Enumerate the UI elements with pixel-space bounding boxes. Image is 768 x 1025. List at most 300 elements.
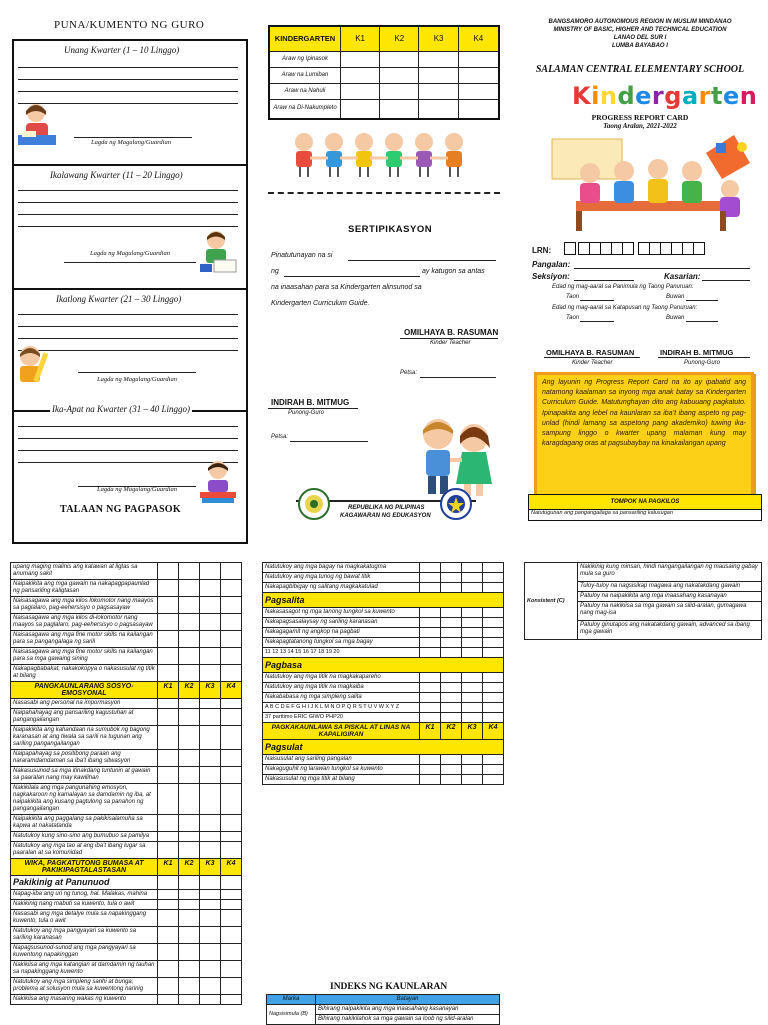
consistent-desc: Patuloy ginutapos ang nakatakdang gawain, advanced sa ibang mga gawain: [578, 621, 762, 640]
rating-cell[interactable]: [221, 709, 242, 726]
attendance-header: K2: [380, 26, 419, 51]
rating-cell[interactable]: [462, 638, 483, 648]
rating-cell[interactable]: [158, 614, 179, 631]
rating-cell[interactable]: [200, 815, 221, 832]
rating-cell[interactable]: [158, 597, 179, 614]
rating-cell[interactable]: [441, 563, 462, 573]
socio-emotional-label: Natutukoy kung sino-sino ang bumubuo sa pamilya: [11, 832, 158, 842]
rating-cell[interactable]: [483, 775, 504, 785]
rating-cell[interactable]: [221, 900, 242, 910]
rating-cell[interactable]: [441, 573, 462, 583]
rating-cell[interactable]: [179, 580, 200, 597]
rating-cell[interactable]: [179, 648, 200, 665]
attendance-cell[interactable]: [341, 67, 380, 83]
rating-cell[interactable]: [441, 638, 462, 648]
rating-cell[interactable]: [462, 563, 483, 573]
attendance-cell[interactable]: [458, 83, 499, 99]
rating-cell[interactable]: [462, 755, 483, 765]
index-header-mark: Marka: [267, 995, 316, 1005]
rating-cell[interactable]: [200, 784, 221, 815]
language-label: Natutukoy ang mga tunog ng bawat titik: [263, 573, 420, 583]
age-start-year-line[interactable]: [580, 300, 614, 301]
school-line[interactable]: [284, 276, 420, 277]
rating-cell[interactable]: [200, 978, 221, 995]
cert-date-line[interactable]: [420, 377, 496, 378]
rating-cell[interactable]: [221, 784, 242, 815]
rating-cell[interactable]: [221, 597, 242, 614]
k-header: K4: [221, 859, 242, 876]
rating-cell[interactable]: [158, 832, 179, 842]
q3-comment-line[interactable]: [18, 314, 238, 315]
listening-label: Nakikiisa ang masaring wakas ng kuwento: [11, 995, 158, 1005]
listening-row: [11, 978, 242, 995]
listening-row: [11, 910, 242, 927]
rating-cell[interactable]: [158, 995, 179, 1005]
cert-teacher-role: Kinder Teacher: [430, 340, 471, 346]
rating-cell[interactable]: [483, 583, 504, 593]
kindergarten-word: Kindergarten: [572, 82, 758, 110]
comments-title: PUNA/KUMENTO NG GURO: [54, 19, 205, 31]
rating-cell[interactable]: [420, 693, 441, 703]
rating-cell[interactable]: [441, 628, 462, 638]
socio-emotional-row: [11, 784, 242, 815]
rating-cell[interactable]: [420, 608, 441, 618]
age-start-month-label: Buwan: [666, 294, 685, 300]
rating-cell[interactable]: [158, 709, 179, 726]
report-card-title: PROGRESS REPORT CARD: [591, 113, 689, 122]
socio-emotional-label: Naipakikita ang paggalang sa pakikisalamuha sa kapwa at nakatatanda: [11, 815, 158, 832]
attendance-cell[interactable]: [380, 67, 419, 83]
lrn-digit-box[interactable]: [601, 242, 612, 255]
lrn-digit-box[interactable]: [564, 242, 576, 255]
q2-comment-line[interactable]: [18, 214, 238, 215]
lrn-digit-box[interactable]: [661, 242, 672, 255]
q1-signature-label: Lagda ng Magulang/Guardian: [91, 139, 171, 146]
rating-cell[interactable]: [158, 784, 179, 815]
q1-comment-line[interactable]: [18, 67, 238, 68]
rating-cell[interactable]: [420, 765, 441, 775]
q4-title: Ika-Apat na Kwarter (31 – 40 Linggo): [52, 404, 190, 414]
dashed-divider: [268, 192, 500, 194]
attendance-cell[interactable]: [380, 51, 419, 67]
rating-cell[interactable]: [158, 927, 179, 944]
rating-cell[interactable]: [221, 726, 242, 750]
rating-cell[interactable]: [158, 750, 179, 767]
attendance-cell[interactable]: [341, 83, 380, 99]
attendance-cell[interactable]: [419, 83, 458, 99]
lrn-digit-box[interactable]: [623, 242, 634, 255]
rating-cell[interactable]: [200, 665, 221, 682]
attendance-cell[interactable]: [458, 99, 499, 119]
name-field-line[interactable]: [574, 268, 750, 269]
rating-cell[interactable]: [221, 699, 242, 709]
rating-cell[interactable]: [462, 608, 483, 618]
q2-signature-label: Lagda ng Magulang/Guardian: [90, 250, 170, 257]
rating-cell[interactable]: [200, 944, 221, 961]
socio-emotional-row: [11, 750, 242, 767]
rating-cell[interactable]: [483, 755, 504, 765]
rating-cell[interactable]: [483, 673, 504, 683]
rating-cell[interactable]: [158, 978, 179, 995]
rating-cell[interactable]: [179, 927, 200, 944]
q3-title: Ikatlong Kwarter (21 – 30 Linggo): [56, 294, 182, 304]
index-header-basis: Batayan: [316, 995, 500, 1005]
socio-emotional-label: Nakasusunod sa mga itinakdang tuntunin at gawain sa paaralan nang may kawilihan: [11, 767, 158, 784]
q3-comment-line[interactable]: [18, 338, 238, 339]
attendance-row-label: Araw na Nahuli: [269, 83, 341, 99]
rating-cell[interactable]: [483, 683, 504, 693]
rating-cell[interactable]: [158, 961, 179, 978]
rating-cell[interactable]: [462, 775, 483, 785]
sec3-title: PAGKAKAUNLAWA SA PISKAL AT LINAS NA KAPALIGIRAN: [263, 723, 420, 740]
k-header: K2: [179, 682, 200, 699]
rating-cell[interactable]: [462, 765, 483, 775]
speaking-row: [263, 628, 504, 638]
rating-cell[interactable]: [420, 618, 441, 628]
attendance-cell[interactable]: [458, 67, 499, 83]
rating-cell[interactable]: [221, 631, 242, 648]
pagsulat-header: Pagsulat: [263, 740, 504, 755]
rating-cell[interactable]: [179, 699, 200, 709]
speaking-label: Nakapagtatanong tungkol sa mga bagay: [263, 638, 420, 648]
rating-cell[interactable]: [179, 597, 200, 614]
rating-cell[interactable]: [179, 614, 200, 631]
rating-cell[interactable]: [462, 673, 483, 683]
phrase-row: 37 parttimo ERIC GIWO PHP20: [263, 713, 420, 723]
cert-head-name: INDIRAH B. MITMUG: [271, 398, 350, 407]
cover-head-name: INDIRAH B. MITMUG: [660, 348, 734, 357]
cover-header-1: BANGSAMORO AUTONOMOUS REGION IN MUSLIM MINDANAO: [548, 19, 732, 25]
counting-row: 11 12 13 14 15 16 17 18 19 20: [263, 648, 420, 658]
q4-comment-line[interactable]: [18, 450, 238, 451]
language-row: [263, 573, 504, 583]
lrn-digit-box[interactable]: [694, 242, 705, 255]
rating-cell[interactable]: [441, 618, 462, 628]
rating-cell[interactable]: [158, 665, 179, 682]
language-label: Natutukoy ang mga bagay na magkakatugma: [263, 563, 420, 573]
lrn-digit-box[interactable]: [638, 242, 650, 255]
rating-cell[interactable]: [441, 583, 462, 593]
rating-cell[interactable]: [179, 784, 200, 815]
k-header: K2: [441, 723, 462, 740]
language-row: [263, 583, 504, 593]
rating-cell[interactable]: [158, 815, 179, 832]
attendance-cell[interactable]: [419, 67, 458, 83]
k-header: K3: [462, 723, 483, 740]
attendance-cell[interactable]: [341, 99, 380, 119]
rating-cell[interactable]: [158, 648, 179, 665]
age-start-label: Edad ng mag-aaral sa Panimula ng Taong Panuruan:: [552, 284, 694, 290]
attendance-cell[interactable]: [380, 83, 419, 99]
age-start-month-line[interactable]: [686, 300, 718, 301]
rating-cell[interactable]: [462, 618, 483, 628]
rating-cell[interactable]: [179, 978, 200, 995]
certificate-line2-a: ng: [271, 268, 279, 275]
writing-row: [263, 755, 504, 765]
attendance-cell[interactable]: [458, 51, 499, 67]
lrn-digit-box[interactable]: [683, 242, 694, 255]
rating-cell[interactable]: [221, 648, 242, 665]
rating-cell[interactable]: [483, 628, 504, 638]
rating-cell[interactable]: [420, 673, 441, 683]
rating-cell[interactable]: [221, 961, 242, 978]
attendance-cell[interactable]: [341, 51, 380, 67]
k-header: K2: [179, 859, 200, 876]
reading-row: [263, 673, 504, 683]
lrn-digit-box[interactable]: [650, 242, 661, 255]
rating-cell[interactable]: [158, 900, 179, 910]
writing-label: Naisusulat ang sariling pangalan: [263, 755, 420, 765]
rating-cell[interactable]: [221, 944, 242, 961]
rating-cell[interactable]: [200, 750, 221, 767]
rating-cell[interactable]: [200, 910, 221, 927]
rating-cell[interactable]: [462, 573, 483, 583]
rating-cell[interactable]: [441, 775, 462, 785]
motor-skill-label: upang maging malinis ang katawan at ligtas sa anumang sakit: [11, 563, 158, 580]
rating-cell[interactable]: [441, 765, 462, 775]
rating-cell[interactable]: [200, 961, 221, 978]
age-end-label: Edad ng mag-aaral sa Katapusan ng Taong Panuruan:: [552, 305, 698, 311]
attendance-cell[interactable]: [419, 99, 458, 119]
consistent-desc: Tuloy-tuloy na nagsisikap magawa ang nakatakdang gawain: [578, 582, 762, 592]
motor-skill-row: [11, 665, 242, 682]
age-end-month-label: Buwan: [666, 315, 685, 321]
cover-header-3: LANAO DEL SUR I: [613, 35, 667, 41]
q2-title: Ikalawang Kwarter (11 – 20 Linggo): [50, 170, 183, 180]
socio-emotional-label: Naipakikita ang kahandaan na sumubok ng bagong karanasan at ang tiwala sa sarili na tugunan ang sariling pangangailangan: [11, 726, 158, 750]
gender-field-line[interactable]: [702, 280, 750, 281]
rating-cell[interactable]: [179, 750, 200, 767]
rating-cell[interactable]: [420, 775, 441, 785]
rating-cell[interactable]: [221, 665, 242, 682]
age-end-year-line[interactable]: [580, 321, 614, 322]
rating-cell[interactable]: [158, 699, 179, 709]
listening-label: Natutukoy ang mga pangyayari sa kuwento sa sariling karanasan: [11, 927, 158, 944]
cover-teacher-line: [544, 357, 640, 358]
rating-cell[interactable]: [221, 563, 242, 580]
rating-cell[interactable]: [221, 910, 242, 927]
certificate-title: SERTIPIKASYON: [348, 224, 433, 235]
rating-cell[interactable]: [179, 631, 200, 648]
rating-cell[interactable]: [441, 683, 462, 693]
rating-cell[interactable]: [158, 910, 179, 927]
student-books-illustration: [196, 458, 240, 509]
rating-cell[interactable]: [420, 683, 441, 693]
rating-cell[interactable]: [420, 583, 441, 593]
rating-cell[interactable]: [420, 573, 441, 583]
rating-cell[interactable]: [179, 890, 200, 900]
socio-emotional-label: Nakikilala ang mga pangunahing emosyon, nagkakaroon ng kamalayan sa damdamin ng iba, at naipakikita ang kusang pagtulong sa panahon ng pangangailangan: [11, 784, 158, 815]
q1-comment-line[interactable]: [18, 79, 238, 80]
rating-cell[interactable]: [200, 563, 221, 580]
rating-cell[interactable]: [179, 832, 200, 842]
rating-cell[interactable]: [158, 580, 179, 597]
rating-cell[interactable]: [483, 638, 504, 648]
purpose-message-text: Ang layunin ng Progress Report Card na ito ay ipabatid ang natamong kaalaman sa inyong mga anak batay sa Kindergarten Curriculum Guide. Matutunghayan dito ang kabuuang pagkatuto. Ipinapakita ang lebel na kaunlaran sa iba’t ibang aspeto ng pag-unlad (hindi lamang sa aspetong pang akademiko) tuwing ika- sampung linggo o kwarter upang malaman kung may karagdagang oras at pagsubaybay na kinakailangan upang: [542, 379, 746, 448]
q3-comment-line[interactable]: [18, 326, 238, 327]
q2-comment-line[interactable]: [18, 226, 238, 227]
rating-cell[interactable]: [200, 900, 221, 910]
rating-cell[interactable]: [462, 693, 483, 703]
cover-teacher-role: Kinder Teacher: [572, 360, 613, 366]
q1-signature-line[interactable]: [74, 137, 192, 138]
rating-cell[interactable]: [179, 815, 200, 832]
rating-cell[interactable]: [179, 900, 200, 910]
rating-cell[interactable]: [200, 709, 221, 726]
rating-cell[interactable]: [158, 726, 179, 750]
cert-date-line-2[interactable]: [290, 441, 368, 442]
rating-cell[interactable]: [462, 583, 483, 593]
rating-cell[interactable]: [200, 726, 221, 750]
rating-cell[interactable]: [483, 608, 504, 618]
rating-cell[interactable]: [221, 750, 242, 767]
socio-emotional-row: [11, 767, 242, 784]
deped-label: KAGAWARAN NG EDUKASYON: [340, 513, 431, 519]
rating-cell[interactable]: [158, 842, 179, 859]
rating-cell[interactable]: [462, 683, 483, 693]
q3-signature-label: Lagda ng Magulang/Guardian: [97, 376, 177, 383]
socio-emotional-row: [11, 815, 242, 832]
section-label: Seksiyon:: [532, 272, 570, 281]
rating-cell[interactable]: [158, 890, 179, 900]
rating-cell[interactable]: [221, 842, 242, 859]
attendance-row-label: Araw na Lumiban: [269, 67, 341, 83]
rating-cell[interactable]: [200, 767, 221, 784]
rating-cell[interactable]: [158, 767, 179, 784]
rating-cell[interactable]: [200, 995, 221, 1005]
socio-emotional-label: Natutukoy ang mga tao at ang iba’t ibang lugar sa paaralan at sa komunidad: [11, 842, 158, 859]
rating-cell[interactable]: [483, 573, 504, 583]
tompok-row: [528, 508, 762, 521]
motor-skill-label: Naisasagawa ang mga fine motor skills na kailangan para sa mga gawaing sining: [11, 648, 158, 665]
q1-comment-line[interactable]: [18, 91, 238, 92]
rating-cell[interactable]: [158, 944, 179, 961]
rating-cell[interactable]: [179, 709, 200, 726]
rating-cell[interactable]: [221, 978, 242, 995]
listening-row: [11, 890, 242, 900]
rating-cell[interactable]: [441, 673, 462, 683]
consistent-desc: Patuloy na naipakikita ang mga inaasahang kasanayan: [578, 592, 762, 602]
rating-cell[interactable]: [441, 693, 462, 703]
rating-cell[interactable]: [158, 563, 179, 580]
rating-cell[interactable]: [179, 563, 200, 580]
q2-comment-line[interactable]: [18, 190, 238, 191]
certificate-line2-b: ay katugon sa antas: [422, 268, 485, 275]
attendance-header: K3: [419, 26, 458, 51]
q3-signature-line[interactable]: [78, 372, 196, 373]
rating-cell[interactable]: [420, 755, 441, 765]
student-name-line[interactable]: [348, 260, 496, 261]
section-field-line[interactable]: [574, 280, 634, 281]
rating-cell[interactable]: [179, 961, 200, 978]
k-header: K1: [158, 859, 179, 876]
rating-cell[interactable]: [221, 580, 242, 597]
rating-cell[interactable]: [200, 927, 221, 944]
attendance-row-label: Araw ng Ipinasok: [269, 51, 341, 67]
rating-cell[interactable]: [221, 927, 242, 944]
rating-cell[interactable]: [420, 628, 441, 638]
rating-cell[interactable]: [441, 755, 462, 765]
rating-cell[interactable]: [158, 631, 179, 648]
q4-comment-line[interactable]: [18, 438, 238, 439]
rating-cell[interactable]: [200, 631, 221, 648]
alphabet-row: A B C D E F G H I J K L M N O P Q R S T U V W X Y Z: [263, 703, 420, 713]
reading-label: Natutukoy ang mga titik na magkaiba: [263, 683, 420, 693]
rating-cell[interactable]: [441, 608, 462, 618]
q2-comment-line[interactable]: [18, 202, 238, 203]
rating-cell[interactable]: [179, 995, 200, 1005]
lrn-digit-box[interactable]: [672, 242, 683, 255]
motor-skill-label: Naisasagawa ang mga kilos di-lokomotor nang maayos sa paglalaro, pag-eehersisyo o pagsasayaw: [11, 614, 158, 631]
cert-date-label-2: Petsa:: [271, 434, 289, 440]
certificate-line3: na inaasahan para sa Kindergarten alinsunod sa: [271, 284, 422, 291]
rating-cell[interactable]: [221, 890, 242, 900]
rating-cell[interactable]: [420, 638, 441, 648]
lrn-digit-box[interactable]: [590, 242, 601, 255]
k-header: K4: [483, 723, 504, 740]
motor-skill-label: Naisasagawa ang mga kilos lokomotor nang maayos sa paglalaro, pag-eehersisyo o pagsasayaw: [11, 597, 158, 614]
speaking-label: Nakasasagot ng mga tanong tungkol sa kuwento: [263, 608, 420, 618]
rating-cell[interactable]: [200, 890, 221, 900]
rating-cell[interactable]: [179, 910, 200, 927]
attendance-cell[interactable]: [419, 51, 458, 67]
motor-skill-label: Naipakikita ang mga gawain na nakapagpapaunlad ng pansariling kaligtasan: [11, 580, 158, 597]
q2-signature-line[interactable]: [64, 262, 196, 263]
rating-cell[interactable]: [221, 614, 242, 631]
rating-cell[interactable]: [179, 726, 200, 750]
rating-cell[interactable]: [483, 563, 504, 573]
rating-cell[interactable]: [221, 995, 242, 1005]
rating-cell[interactable]: [200, 580, 221, 597]
student-reading-illustration: [16, 101, 60, 156]
rating-cell[interactable]: [179, 767, 200, 784]
rating-cell[interactable]: [483, 618, 504, 628]
purpose-message-box: [534, 372, 754, 498]
listening-label: Nakikiisa ang mga katangian at damdamin ng tauhan sa napakinggang kuwento: [11, 961, 158, 978]
rating-cell[interactable]: [200, 648, 221, 665]
q4-comment-line[interactable]: [18, 426, 238, 427]
rating-cell[interactable]: [200, 699, 221, 709]
rating-cell[interactable]: [179, 842, 200, 859]
attendance-cell[interactable]: [380, 99, 419, 119]
rating-cell[interactable]: [483, 693, 504, 703]
rating-cell[interactable]: [200, 597, 221, 614]
rating-cell[interactable]: [483, 765, 504, 775]
rating-cell[interactable]: [200, 832, 221, 842]
consistent-desc: Nakikinig kung minsan, hindi nangangailangan ng mausaing gabay mula sa guro: [578, 563, 762, 582]
lrn-digit-box[interactable]: [612, 242, 623, 255]
index-mark: Nagsisimula (B): [267, 1005, 316, 1025]
attendance-header: K1: [341, 26, 380, 51]
lrn-digit-box[interactable]: [578, 242, 590, 255]
reading-label: Natutukoy ang mga titik na magkakapareho: [263, 673, 420, 683]
lrn-label: LRN:: [532, 246, 552, 255]
lrn-boxes[interactable]: [564, 242, 705, 255]
age-start-year-label: Taon: [566, 294, 580, 300]
rating-cell[interactable]: [420, 563, 441, 573]
rating-cell[interactable]: [221, 832, 242, 842]
rating-cell[interactable]: [221, 815, 242, 832]
rating-cell[interactable]: [179, 944, 200, 961]
children-row-illustration: [290, 128, 486, 185]
rating-cell[interactable]: [221, 767, 242, 784]
rating-cell[interactable]: [179, 665, 200, 682]
age-end-month-line[interactable]: [686, 321, 718, 322]
rating-cell[interactable]: [200, 614, 221, 631]
attendance-section-title: TALAAN NG PAGPASOK: [60, 504, 181, 515]
rating-cell[interactable]: [200, 842, 221, 859]
rating-cell[interactable]: [462, 628, 483, 638]
